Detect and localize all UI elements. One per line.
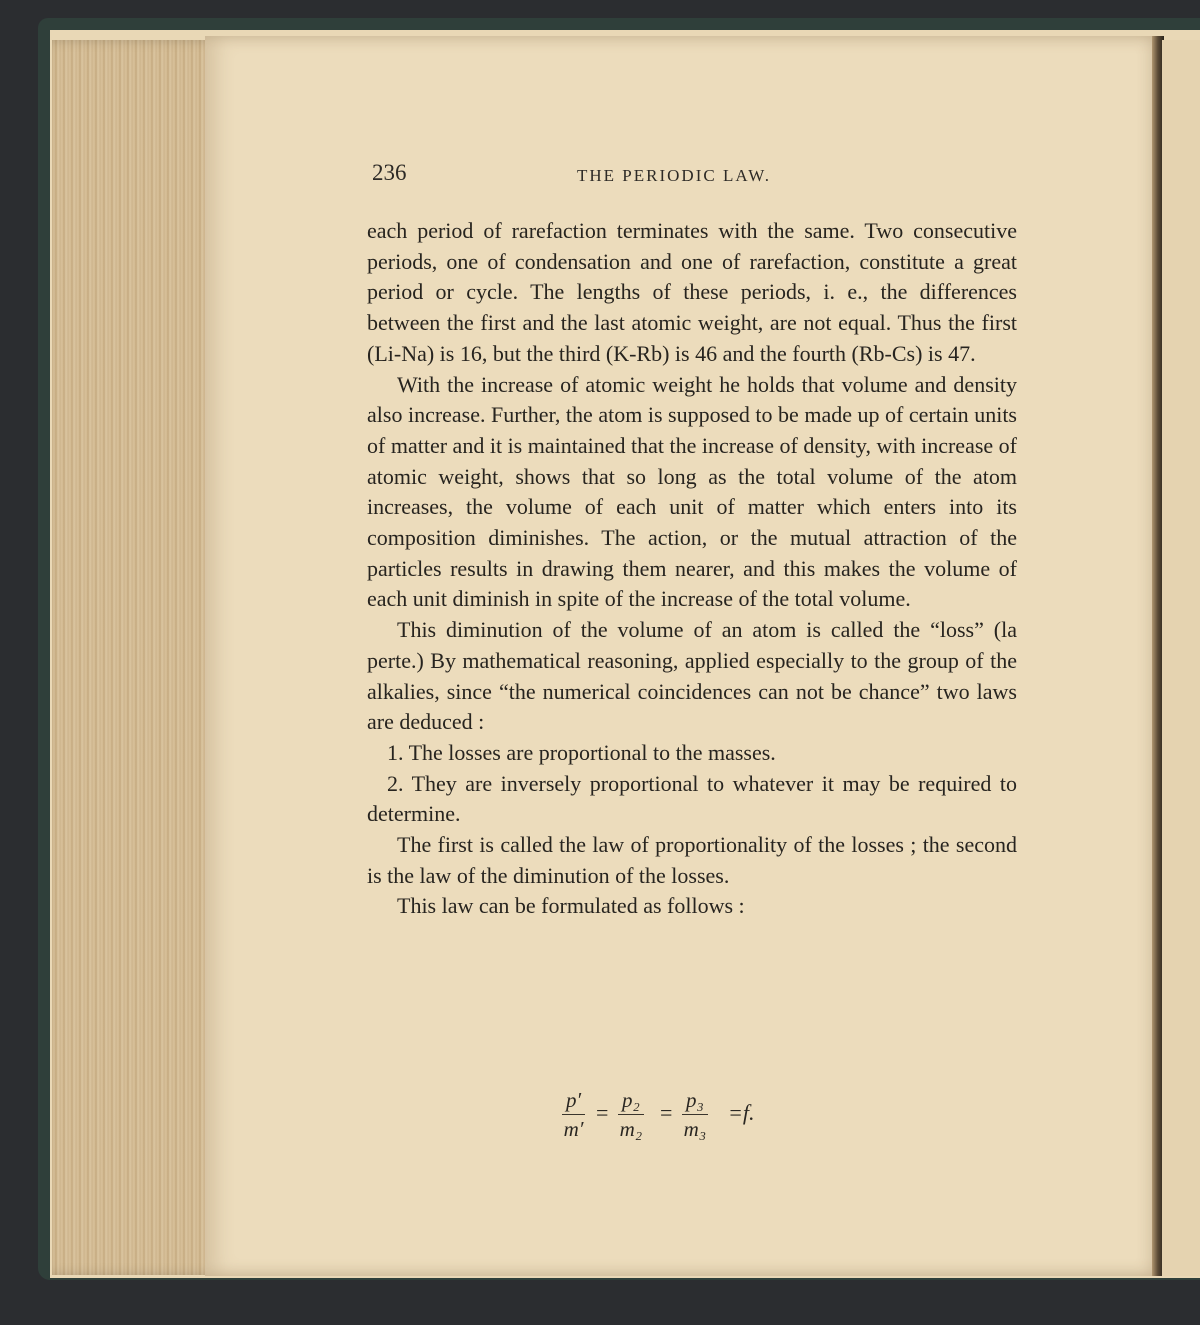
fraction-numerator: p₃ (682, 1088, 708, 1115)
paragraph: The first is called the law of proportionality of the losses ; the second is the law of the diminution of the losses. (367, 832, 1017, 888)
page-number: 236 (372, 160, 407, 185)
fraction-denominator: m₃ (683, 1117, 707, 1141)
running-title: THE PERIODIC LAW. (577, 166, 771, 185)
facing-page-edge (1162, 40, 1200, 1276)
equals-sign: = (596, 1100, 609, 1125)
list-item: 2. They are inversely proportional to whatever it may be required to determine. (367, 770, 1017, 827)
paragraph: This diminution of the volume of an atom is called the “loss” (la perte.) By mathematical reasoning, applied especially to the group of the alkalies, since “the numerical coincidences can not be chance” two laws are deduced : (367, 617, 1017, 735)
fraction-denominator: m′ (563, 1117, 584, 1141)
paragraph: This law can be formulated as follows : (397, 893, 745, 919)
body-text (367, 216, 1017, 922)
equals-sign: = (660, 1100, 673, 1125)
page-edges (52, 40, 222, 1275)
fraction-denominator: m₂ (619, 1117, 643, 1141)
fraction-numerator: p₂ (618, 1088, 644, 1115)
fraction (682, 1088, 708, 1142)
page-header (372, 160, 1017, 196)
paragraph: each period of rarefaction terminates with the same. Two consecutive periods, one of condensation and one of rarefaction, constitute a great period or cycle. The lengths of these periods, i. e., the differences between the first and the last atomic weight, are not equal. Thus the first (Li-Na) is 16, but the third (K-Rb) is 46 and the fourth (Rb-Cs) is 47. (367, 218, 1017, 366)
fraction (562, 1088, 585, 1142)
fraction-numerator: p′ (562, 1088, 585, 1115)
fraction (618, 1088, 644, 1142)
formula-result: =f. (728, 1100, 755, 1125)
paragraph: With the increase of atomic weight he holds that volume and density also increase. Further, the atom is supposed to be made up of certain units of matter and it is maintained that the increase of density, with increase of atomic weight, shows that so long as the total volume of the atom increases, the volume of each unit of matter which enters into its composition diminishes. The action, or the mutual attraction of the particles results in drawing them nearer, and this makes the volume of each unit diminish in spite of the increase of the total volume. (367, 371, 1017, 612)
list-item: 1. The losses are proportional to the masses. (387, 739, 776, 765)
